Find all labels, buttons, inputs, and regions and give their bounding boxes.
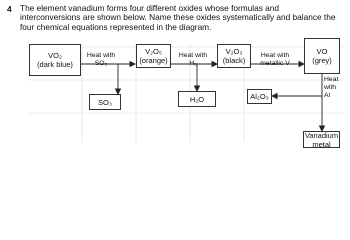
label-heat-with-al-line3: Al (324, 92, 331, 99)
question-text: The element vanadium forms four different oxides whose formulas and interconversions are shown below. Name these oxides systematically and balance the four chemical equations represented in the diagram. (20, 3, 336, 32)
v2o5-formula: V₂O₅ (145, 47, 162, 56)
v2o3-box (217, 44, 251, 68)
vanadium-metal-line1: Vanadium (304, 130, 339, 140)
v2o5-box (136, 44, 171, 68)
vo-color: (grey) (312, 56, 332, 65)
vo2-box (29, 44, 81, 76)
label-heat-with-al (324, 76, 348, 100)
label-heat-with-so2-line2: SO₂ (94, 60, 108, 67)
so3-box (89, 94, 121, 110)
question-number: 4 (7, 4, 12, 14)
label-heat-with-so2-line1: Heat with (86, 52, 116, 59)
v2o3-formula: V₂O₃ (225, 47, 243, 56)
label-heat-with-h2 (172, 52, 214, 68)
label-heat-with-metallic-v-line1: Heat with (260, 52, 290, 59)
vanadium-metal-line2: metal (312, 139, 331, 149)
vo2-formula: VO₂ (48, 51, 62, 60)
vo-formula: VO (316, 47, 328, 56)
label-heat-with-metallic-v (252, 52, 298, 68)
v2o3-color: (black) (222, 56, 246, 65)
label-heat-with-h2-line1: Heat with (178, 52, 208, 59)
vo-box (304, 38, 340, 74)
vo2-color: (dark blue) (37, 60, 73, 69)
label-heat-with-al-line1: Heat (324, 76, 339, 83)
h2o-formula: H₂O (189, 94, 205, 104)
h2o-box (178, 91, 216, 107)
label-heat-with-al-line2: with (324, 84, 337, 91)
v2o5-color: (orange) (139, 56, 168, 65)
so3-formula: SO₃ (98, 97, 112, 107)
label-heat-with-h2-line2: H₂ (189, 60, 197, 67)
al2o3-box (247, 89, 272, 104)
al2o3-formula: Al₂O₃ (250, 92, 269, 101)
label-heat-with-metallic-v-line2: metallic V (260, 60, 290, 67)
label-heat-with-so2 (84, 52, 118, 68)
vanadium-metal-box (303, 131, 340, 148)
